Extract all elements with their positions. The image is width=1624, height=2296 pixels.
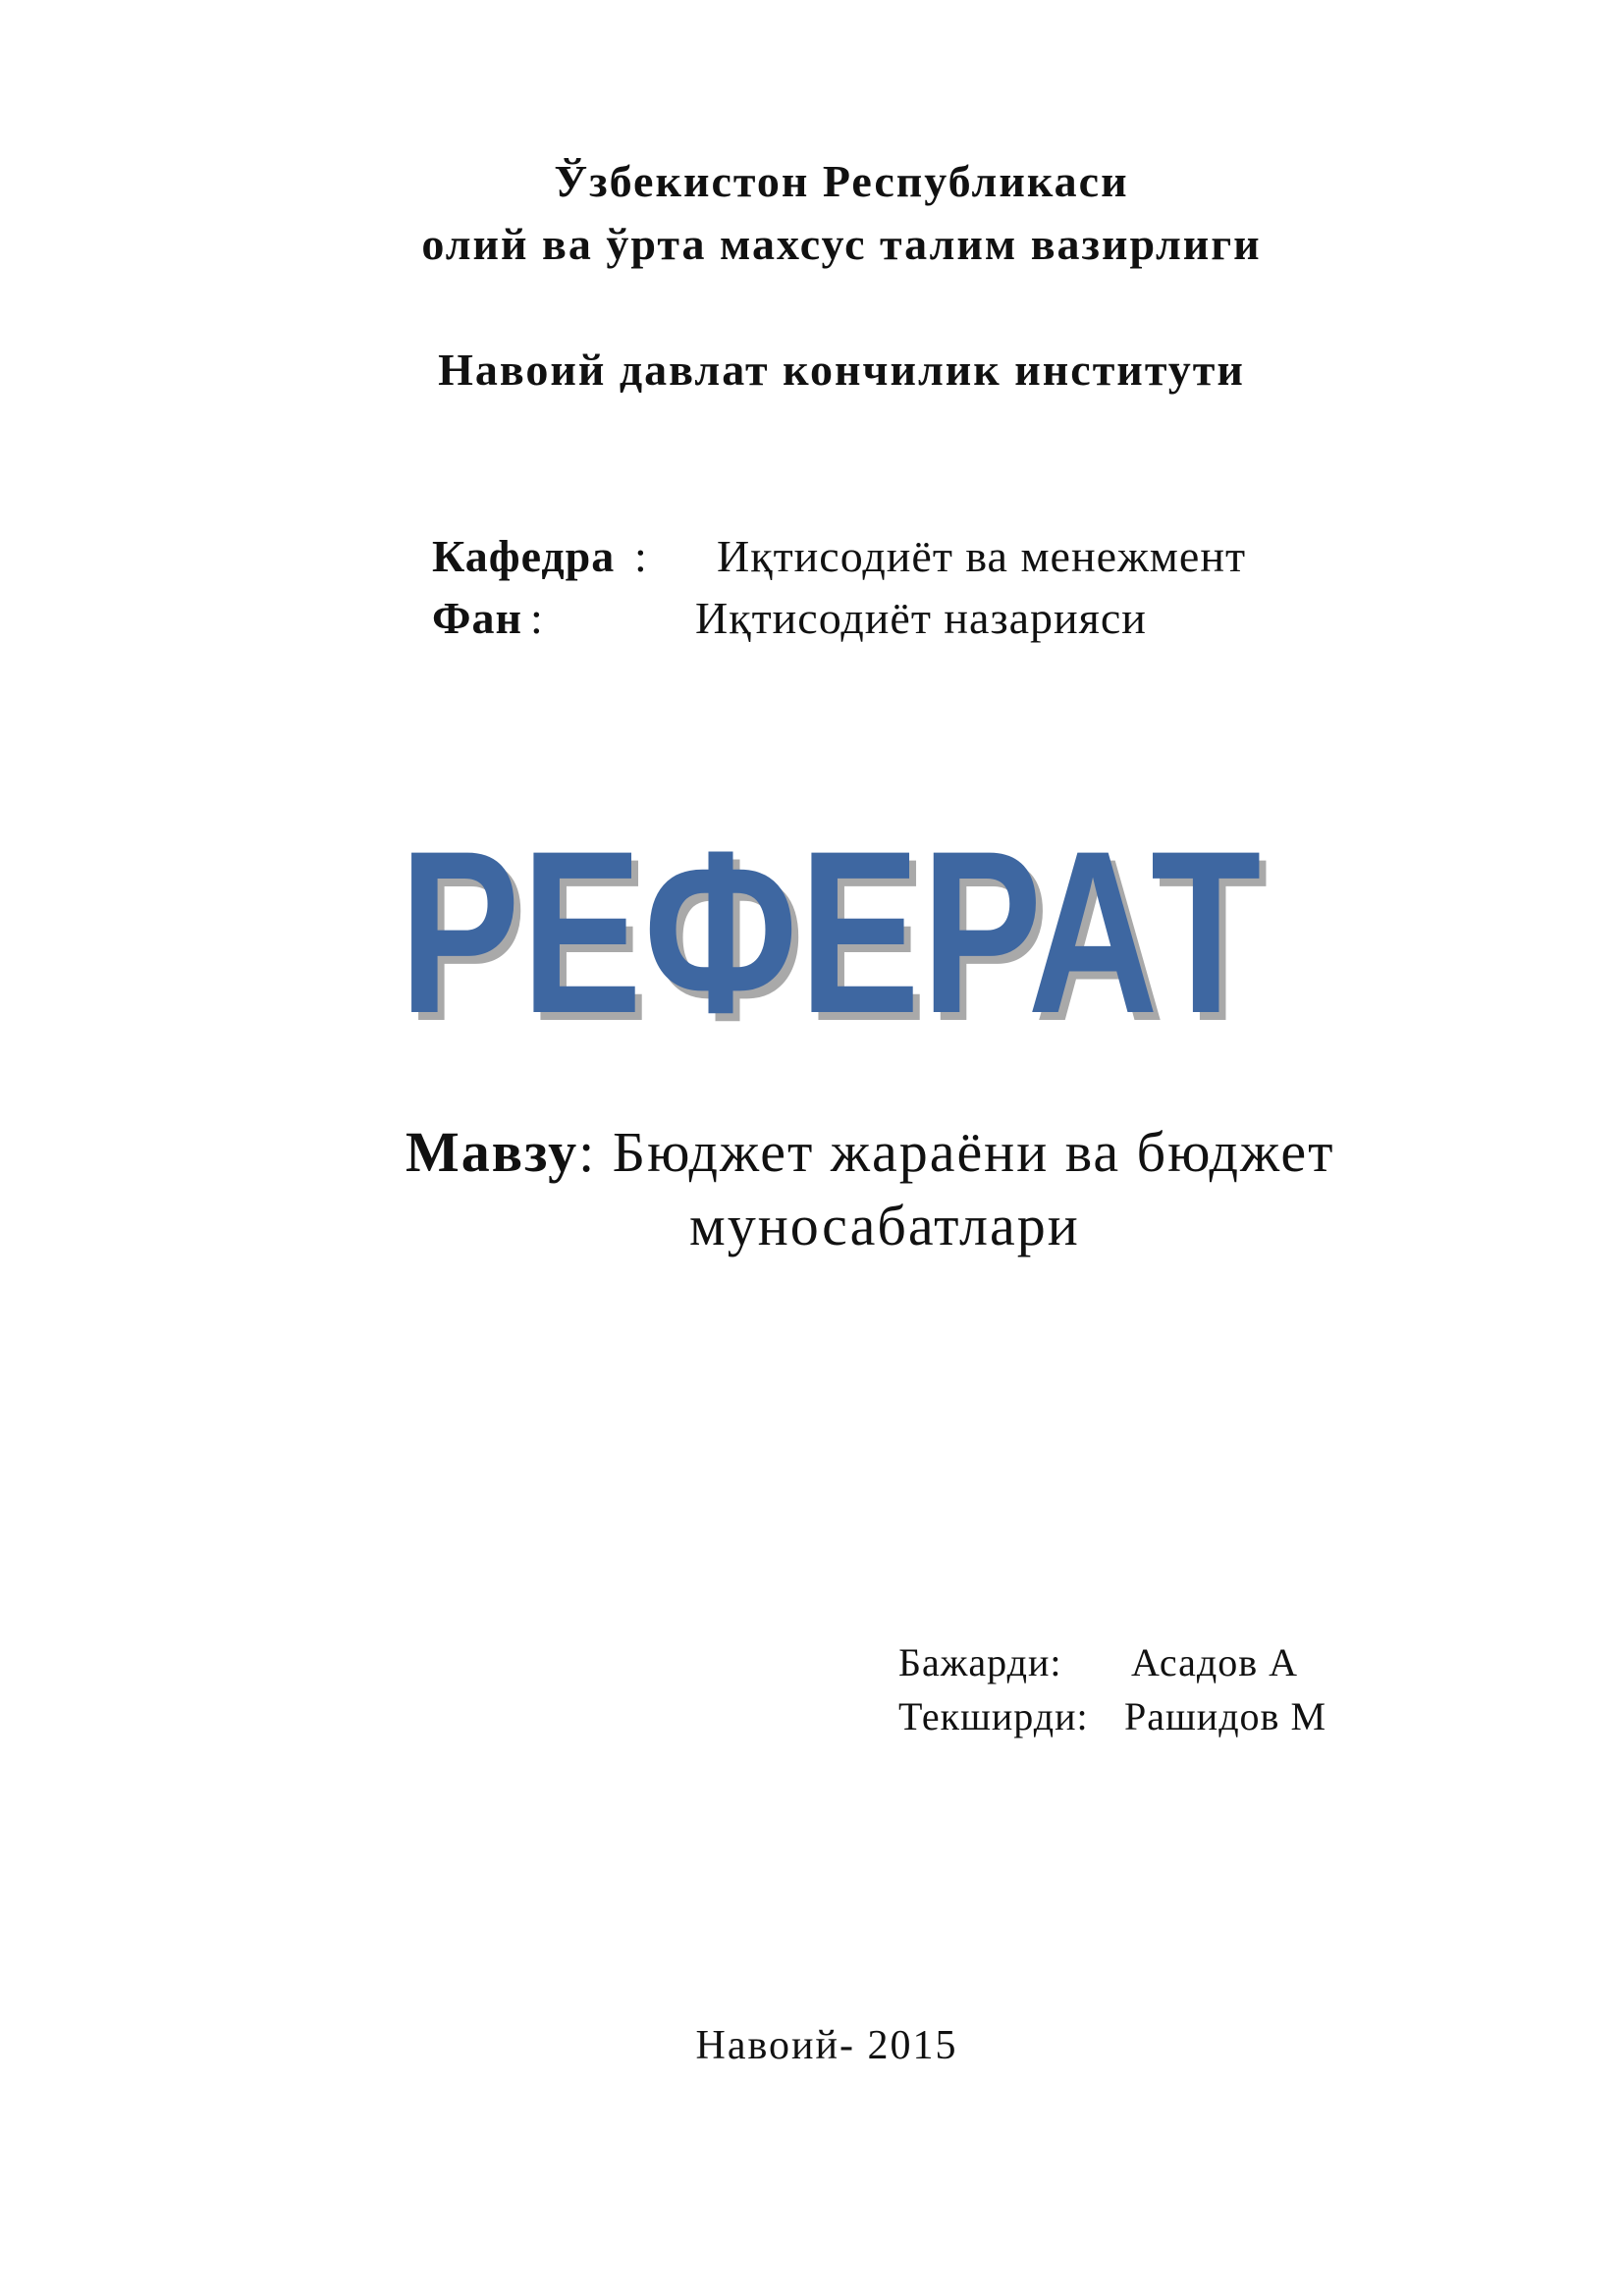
department-value: Иқтисодиёт ва менежмент: [717, 531, 1247, 581]
subject-value: Иқтисодиёт назарияси: [695, 593, 1147, 643]
topic-colon: :: [578, 1120, 597, 1184]
subject-row: [432, 592, 1316, 651]
referat-title: РЕФЕРАТ: [399, 803, 1263, 1062]
department-label: Кафедра: [432, 531, 616, 581]
department-colon: :: [634, 531, 647, 581]
checked-label: Текширди:: [898, 1694, 1089, 1738]
ministry-line-2: олий ва ўрта махсус талим вазирлиги: [421, 219, 1262, 269]
topic-text-line-1: Бюджет жараёни ва бюджет: [612, 1120, 1335, 1184]
subject-colon: :: [530, 593, 543, 643]
subject-label: Фан: [432, 593, 523, 643]
ministry-line-1: Ўзбекистон Республикаси: [554, 156, 1129, 206]
city-year: Навоий- 2015: [695, 2023, 958, 2068]
topic-label: Мавзу: [406, 1120, 579, 1184]
topic-line-1: [406, 1119, 1334, 1185]
department-row: [432, 530, 1316, 589]
performed-name: Асадов А: [1131, 1640, 1299, 1684]
checked-name: Рашидов М: [1124, 1694, 1327, 1738]
institute-name: Навоий давлат кончилик институти: [438, 345, 1245, 395]
topic-text-line-2: муносабатлари: [689, 1194, 1080, 1257]
performed-label: Бажарди:: [898, 1640, 1062, 1684]
